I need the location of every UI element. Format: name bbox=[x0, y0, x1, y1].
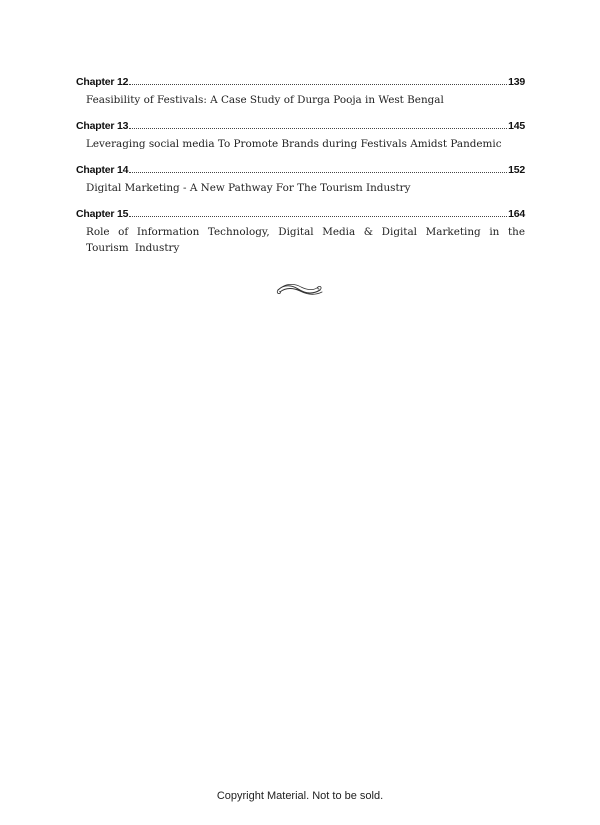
dot-leader bbox=[129, 83, 507, 85]
toc-entry-heading bbox=[76, 75, 525, 89]
toc-entry-heading bbox=[76, 119, 525, 133]
toc-entry-heading bbox=[76, 163, 525, 177]
page-number: 145 bbox=[508, 120, 525, 132]
chapter-title: Leveraging social media To Promote Brands during Festivals Amidst Pandemic bbox=[86, 138, 502, 150]
chapter-label: Chapter 13 bbox=[76, 120, 129, 132]
chapter-label: Chapter 12 bbox=[76, 76, 129, 88]
chapter-title: Role of Information Technology, Digital Media & Digital Marketing in the Tourism Industry bbox=[86, 226, 525, 254]
chapter-label: Chapter 14 bbox=[76, 164, 129, 176]
page-number: 139 bbox=[508, 76, 525, 88]
toc-entry-chapter-13[interactable] bbox=[76, 119, 525, 152]
page-number: 164 bbox=[508, 208, 525, 220]
toc-entry-chapter-12[interactable] bbox=[76, 75, 525, 108]
chapter-label: Chapter 15 bbox=[76, 208, 129, 220]
chapter-title: Digital Marketing - A New Pathway For The Tourism Industry bbox=[86, 182, 411, 194]
page-number: 152 bbox=[508, 164, 525, 176]
copyright-footer: Copyright Material. Not to be sold. bbox=[216, 790, 384, 802]
toc-entry-chapter-15[interactable] bbox=[76, 207, 525, 256]
dot-leader bbox=[129, 127, 507, 129]
toc-entry-heading bbox=[76, 207, 525, 221]
chapter-title: Feasibility of Festivals: A Case Study of Durga Pooja in West Bengal bbox=[86, 94, 444, 106]
flourish-ornament-icon bbox=[276, 281, 324, 299]
dot-leader bbox=[129, 171, 507, 173]
toc-entry-chapter-14[interactable] bbox=[76, 163, 525, 196]
dot-leader bbox=[129, 215, 507, 217]
table-of-contents bbox=[76, 75, 525, 267]
